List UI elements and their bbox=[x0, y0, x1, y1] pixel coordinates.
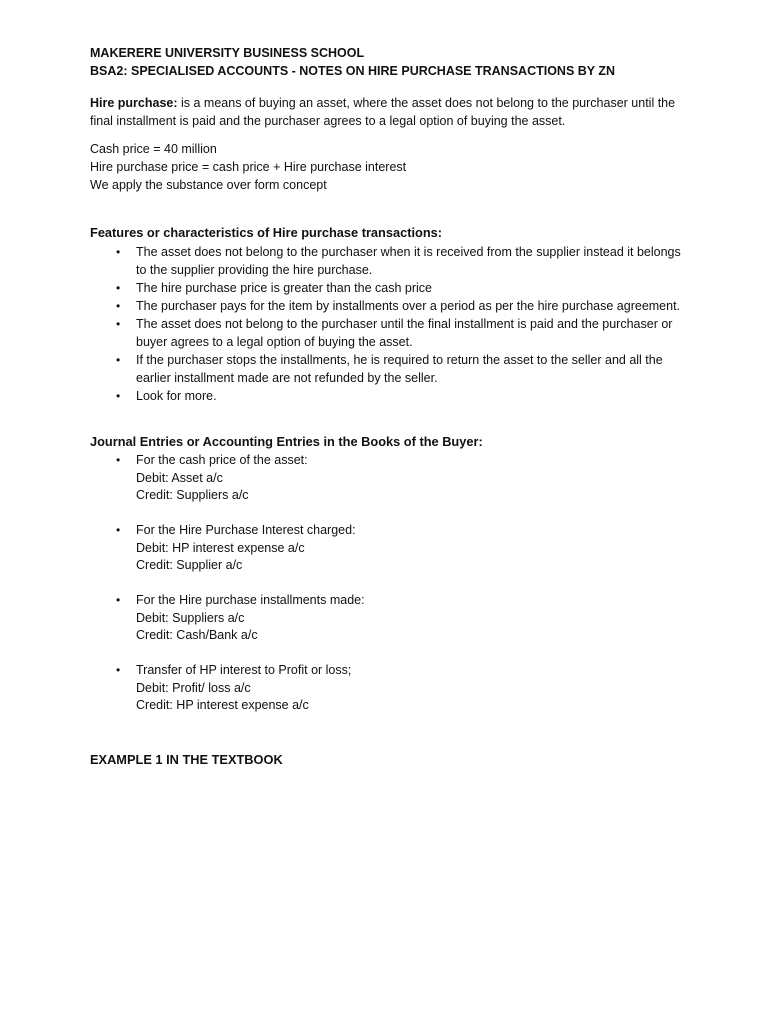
journal-entry bbox=[90, 662, 690, 715]
entry-credit: Credit: Supplier a/c bbox=[136, 558, 243, 572]
hire-purchase-definition bbox=[90, 94, 690, 130]
entry-title: For the Hire Purchase Interest charged: bbox=[136, 523, 356, 537]
journal-heading: Journal Entries or Accounting Entries in the Books of the Buyer: bbox=[90, 434, 483, 449]
entry-debit: Debit: Asset a/c bbox=[136, 470, 223, 485]
bullet-icon: • bbox=[116, 663, 121, 677]
course-title: BSA2: SPECIALISED ACCOUNTS - NOTES ON HIRE PURCHASE TRANSACTIONS BY ZN bbox=[90, 64, 616, 78]
journal-entry bbox=[90, 592, 690, 645]
list-item: • The asset does not belong to the purchaser when it is received from the supplier instead it belongs to the supplier providing the hire purchase. bbox=[116, 245, 681, 277]
note-cash-price: Cash price = 40 million bbox=[90, 142, 217, 156]
journal-entry bbox=[90, 522, 690, 575]
definition-text: is a means of buying an asset, where the asset does not belong to the purchaser until the final installment is paid and the purchaser agrees to a legal option of buying the asset. bbox=[90, 96, 676, 128]
list-item: • If the purchaser stops the installments, he is required to return the asset to the seller and all the earlier installment made are not refunded by the seller. bbox=[116, 353, 663, 385]
bullet-icon: • bbox=[116, 523, 121, 537]
example-heading: EXAMPLE 1 IN THE TEXTBOOK bbox=[90, 752, 283, 767]
list-item: • The purchaser pays for the item by installments over a period as per the hire purchase agreement. bbox=[116, 299, 681, 313]
entry-debit: Debit: Suppliers a/c bbox=[136, 610, 245, 625]
bullet-icon: • bbox=[116, 281, 121, 295]
entry-credit: Credit: Cash/Bank a/c bbox=[136, 628, 258, 642]
entry-debit: Debit: HP interest expense a/c bbox=[136, 540, 305, 555]
journal-entry bbox=[90, 452, 690, 505]
journal-entries-list bbox=[90, 452, 690, 732]
bullet-icon: • bbox=[116, 593, 121, 607]
school-title: MAKERERE UNIVERSITY BUSINESS SCHOOL bbox=[90, 46, 365, 60]
entry-title: For the Hire purchase installments made: bbox=[136, 593, 365, 607]
note-hp-price: Hire purchase price = cash price + Hire purchase interest bbox=[90, 160, 407, 174]
bullet-icon: • bbox=[116, 245, 121, 259]
features-list bbox=[90, 243, 690, 405]
bullet-icon: • bbox=[116, 299, 121, 313]
definition-term: Hire purchase: bbox=[90, 96, 178, 110]
entry-title: Transfer of HP interest to Profit or loss; bbox=[136, 663, 352, 677]
list-item: • The hire purchase price is greater than the cash price bbox=[116, 281, 432, 295]
entry-credit: Credit: Suppliers a/c bbox=[136, 488, 249, 502]
bullet-icon: • bbox=[116, 317, 121, 331]
bullet-icon: • bbox=[116, 353, 121, 367]
entry-credit: Credit: HP interest expense a/c bbox=[136, 698, 309, 712]
entry-debit: Debit: Profit/ loss a/c bbox=[136, 680, 251, 695]
bullet-icon: • bbox=[116, 453, 121, 467]
list-item: • Look for more. bbox=[116, 389, 217, 403]
bullet-icon: • bbox=[116, 389, 121, 403]
list-item: • The asset does not belong to the purchaser until the final installment is paid and the purchaser or buyer agrees to a legal option of buying the asset. bbox=[116, 317, 673, 349]
features-heading: Features or characteristics of Hire purchase transactions: bbox=[90, 225, 443, 240]
entry-title: For the cash price of the asset: bbox=[136, 453, 308, 467]
note-substance-over-form: We apply the substance over form concept bbox=[90, 178, 327, 192]
